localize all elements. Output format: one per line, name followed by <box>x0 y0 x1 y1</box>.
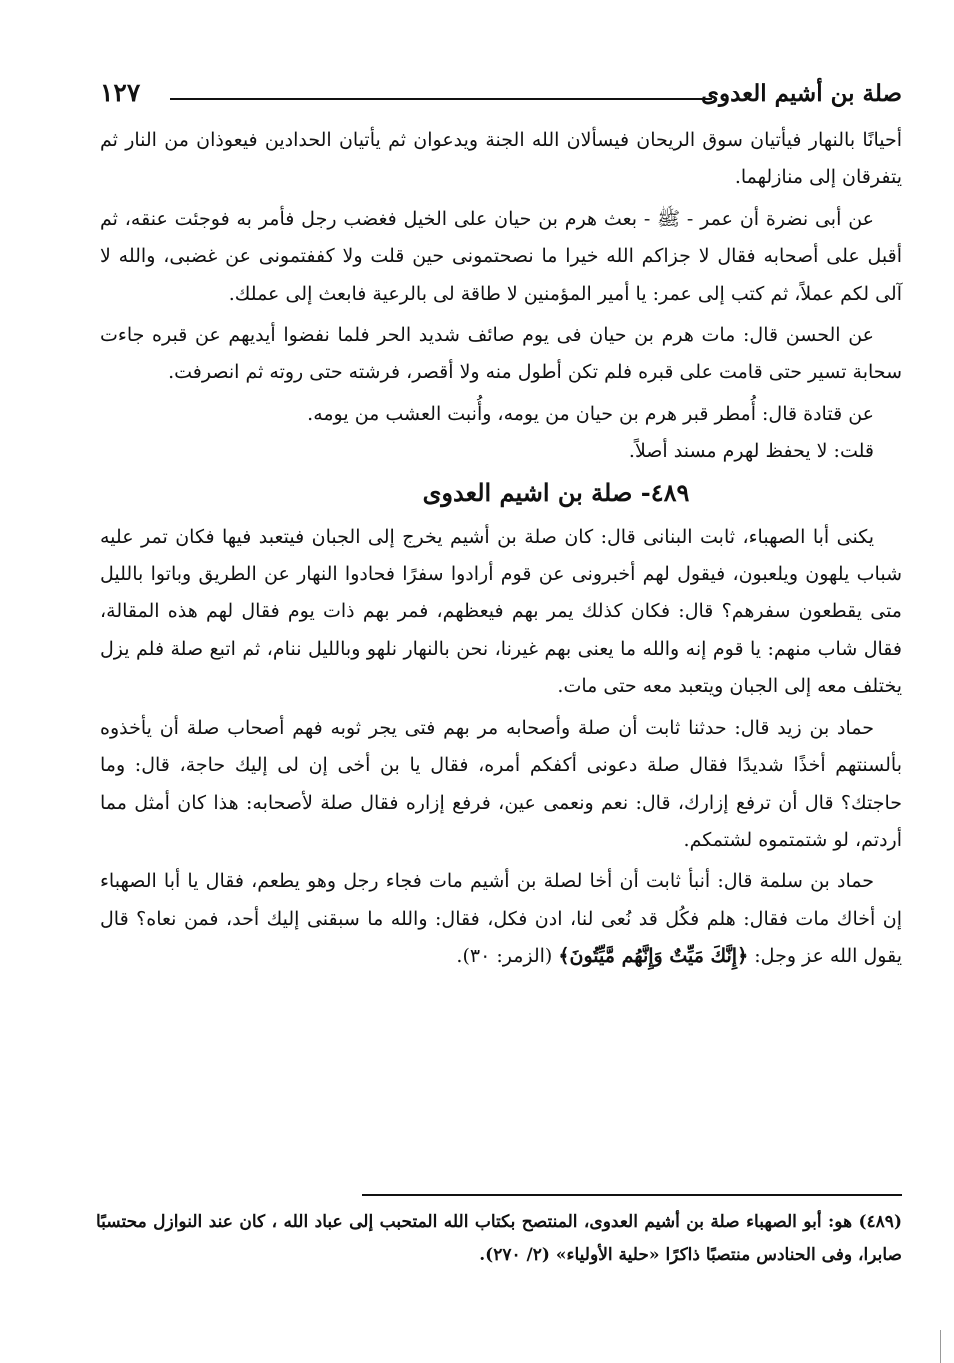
running-title: صلة بن أشيم العدوى <box>701 80 902 107</box>
paragraph: أحيانًا بالنهار فيأتيان سوق الريحان فيسألان الله الجنة ويدعوان ثم يأتيان الحدادين فيعوذان من النار ثم يتفرقان إلى منازلهما. <box>100 129 902 189</box>
editor-note: قلت: لا يحفظ لهرم مسند أصلاً. <box>628 440 874 463</box>
quran-verse: ﴿إِنَّكَ مَيِّتٌ وَإِنَّهُم مَّيِّتُونَ﴾ <box>558 945 749 968</box>
header-rule <box>170 98 712 100</box>
footnote-rule <box>362 1194 902 1196</box>
page-number: ١٢٧ <box>100 78 141 107</box>
paragraph: حماد بن زيد قال: حدثنا ثابت أن صلة وأصحابه مر بهم فتى يجر ثوبه فهم أصحاب صلة أن يأخذوه بألسنتهم أخذًا شديدًا فقال صلة دعونى أكفكم أمره، فقال يا بن أخى إن لى إليك حاجة، قال: وما حاجتك؟ قال أن ترفع إزارك، قال: نعم ونعمى عين، فرفع إزاره فقال صلة لأصحابه: هذا كان أمثل مما أردتم، لو شتمتموه لشتمكم. <box>100 716 902 851</box>
paragraph: عن الحسن قال: مات هرم بن حيان فى يوم صائف شديد الحر فلما نفضوا أيديهم عن قبره جاءت سحابة تسير حتى قامت على قبره فلم تكن أطول منه ولا أقصر، فرشته حتى روته ثم انصرفت. <box>100 324 902 384</box>
verse-citation: (الزمر: ٣٠). <box>456 945 553 968</box>
main-text <box>100 122 902 976</box>
paragraph: عن قتادة قال: أُمطر قبر هرم بن حيان من يومه، وأُنبت العشب من يومه. <box>307 402 874 425</box>
footnote: (٤٨٩) هو: أبو الصهباء صلة بن أشيم العدوى، المنتصح بكتاب الله المتحبب إلى عباد الله ، كان عند النوازل محتسبًا صابرا، وفى الحنادس منتصبًا ذاكرًا «حلية الأولياء» (٢/ ٢٧٠). <box>96 1212 902 1265</box>
paragraph: يكنى أبا الصهباء، ثابت البنانى قال: كان صلة بن أشيم يخرج إلى الجبان فيتعبد فيها فكان تمر عليه شباب يلهون ويلعبون، فيقول لهم أخبرونى عن قوم أرادوا سفرًا فحادوا النهار عن الطريق وباتوا بالليل متى يقطعون سفرهم؟ قال: فكان كذلك يمر بهم فيعظهم، فمر بهم ذات يوم فقال لهم هذه المقالة، فقال شاب منهم: يا قوم إنه والله ما يعنى بهم غيرنا، نحن بالنهار نلهو وبالليل ننام، ثم اتبع صلة فلم يزل يختلف معه إلى الجبان ويتعبد معه حتى مات. <box>100 525 903 698</box>
paragraph-with-quran <box>100 863 902 975</box>
paragraph: عن أبى نضرة أن عمر - ﷺ - بعث هرم بن حيان على الخيل فغضب رجل فأمر به فوجئت عنقه، ثم أقبل على أصحابه فقال لا جزاكم الله خيرا ما نصحتمونى حين قلت ولا كففتمونى عن غضبى، والله لا آلى لكم عملاً، ثم كتب إلى عمر: يا أمير المؤمنين لا طاقة لى بالرعية فابعث إلى عملك. <box>100 207 902 305</box>
section-heading <box>100 473 902 513</box>
scan-artifact-line <box>940 1330 941 1363</box>
page-header <box>100 78 902 118</box>
section-heading-text: ٤٨٩- صلة بن اشيم العدوى <box>422 477 690 507</box>
paragraph-text: حماد بن سلمة قال: أنبأ ثابت أن أخا لصلة بن أشيم مات فجاء رجل وهو يطعم، فقال يا أبا الصهباء إن أخاك مات فقال: هلم فكُل قد نُعى لنا، ادن فكل، فقال: والله ما سبقنى إليك أحد، فمن نعاه؟ قال يقول الله عز وجل: <box>100 870 902 968</box>
